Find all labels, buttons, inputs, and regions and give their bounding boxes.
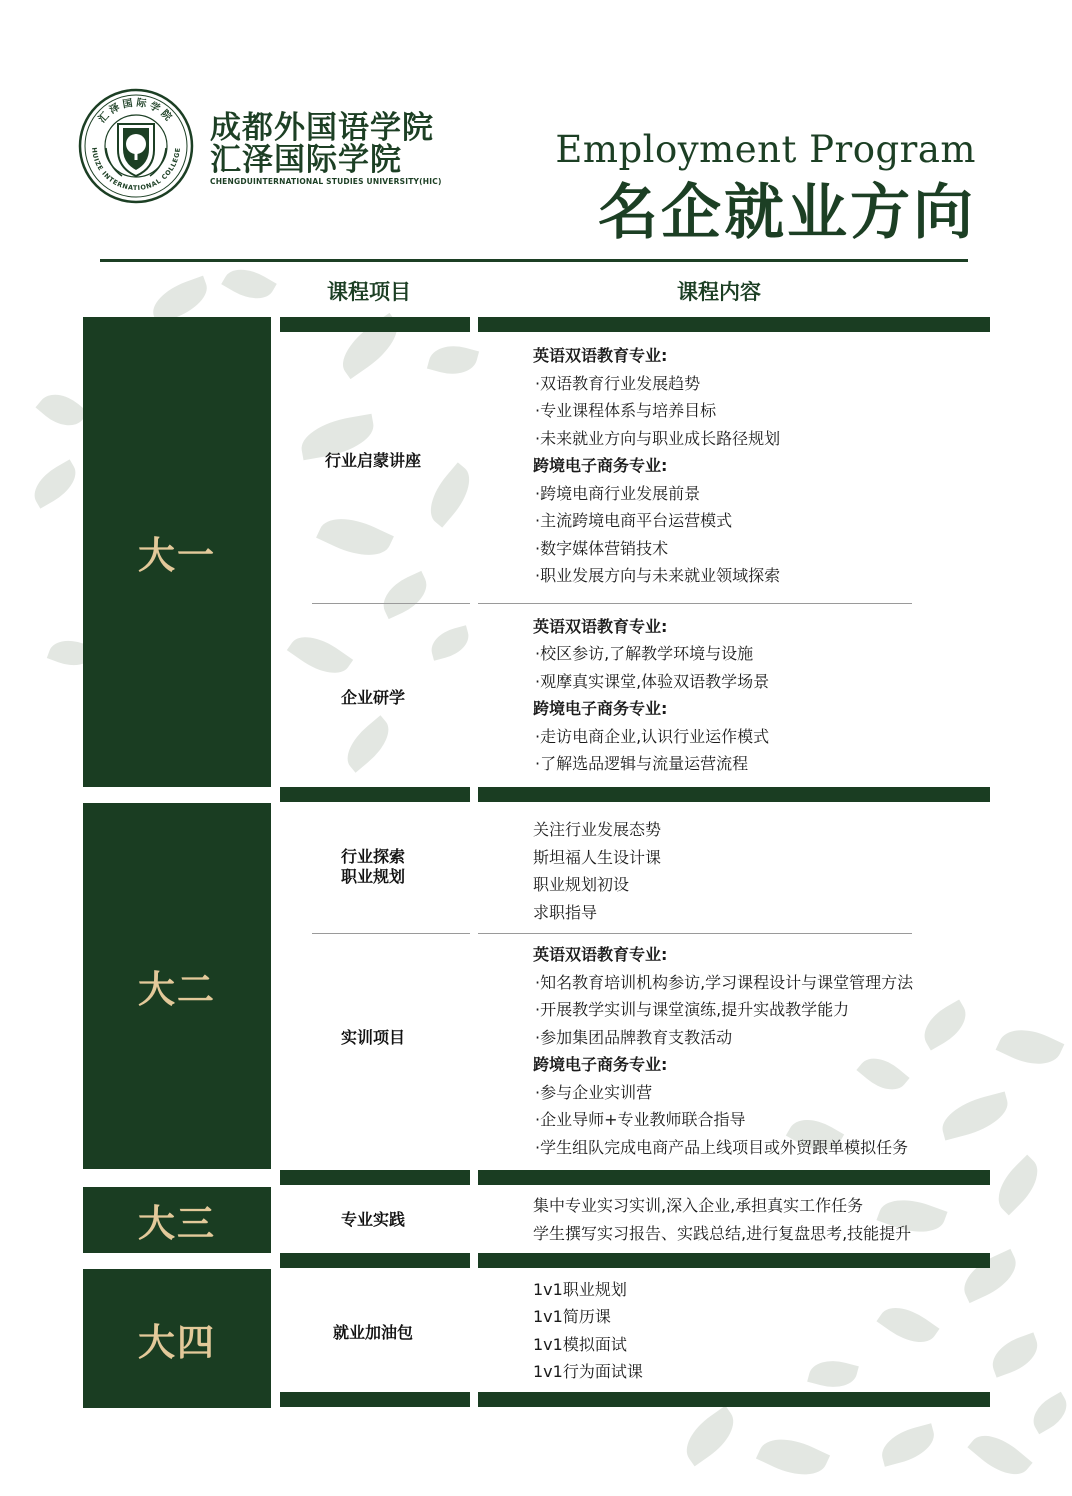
item-label (290, 847, 456, 887)
item-label (290, 1210, 456, 1230)
college-seal-icon (78, 88, 194, 204)
item-label (290, 1028, 456, 1048)
content-line: ·未来就业方向与职业成长路径规划 (535, 429, 781, 448)
content-line: ·走访电商企业,认识行业运作模式 (535, 727, 770, 746)
content-line: 职业规划初设 (533, 875, 630, 894)
content-line: 1v1简历课 (533, 1307, 611, 1326)
leaf-icon (26, 459, 83, 508)
item-label-line: 就业加油包 (332, 1323, 413, 1342)
leaf-icon (756, 1428, 830, 1487)
leaf-icon (376, 571, 434, 619)
leaf-icon (676, 1406, 744, 1467)
content-subheading: 跨境电子商务专业: (533, 456, 668, 475)
content-line: ·开展教学实训与课堂演练,提升实战教学能力 (535, 1000, 850, 1019)
content-line: ·企业导师+专业教师联合指导 (535, 1110, 746, 1129)
leaf-icon (221, 260, 277, 308)
separator-bar (280, 317, 470, 332)
school-name-en: CHENGDUINTERNATIONAL STUDIES UNIVERSITY(HIC) (210, 177, 442, 186)
item-label-line: 行业启蒙讲座 (324, 451, 421, 470)
svg-text:HUIZE INTERNATIONAL COLLEGE: HUIZE INTERNATIONAL COLLEGE (89, 146, 183, 193)
year-block-3 (83, 1187, 271, 1253)
year-label: 大一 (138, 534, 216, 577)
item-label (290, 1323, 456, 1343)
leaf-icon (338, 715, 399, 772)
separator-bar (478, 1392, 990, 1407)
school-name-cn-1: 成都外国语学院 (210, 110, 434, 146)
content-subheading: 跨境电子商务专业: (533, 699, 668, 718)
item-label-line: 职业规划 (340, 867, 405, 886)
year-label: 大四 (138, 1320, 216, 1364)
divider (478, 933, 912, 934)
leaf-icon (916, 1000, 974, 1051)
year-block-1 (83, 317, 271, 787)
leaf-icon (287, 626, 353, 685)
column-header-item: 课程项目 (327, 280, 411, 304)
year-block-2 (83, 803, 271, 1169)
year-label: 大二 (138, 968, 216, 1011)
item-label-line: 企业研学 (340, 688, 405, 707)
content-subheading: 跨境电子商务专业: (533, 1055, 668, 1074)
page-title: 名企就业方向 (598, 178, 976, 248)
svg-text:汇泽国际学院: 汇泽国际学院 (96, 97, 176, 126)
content-line: ·数字媒体营销技术 (535, 539, 669, 558)
school-name-cn-2: 汇泽国际学院 (210, 142, 402, 178)
content-line: 斯坦福人生设计课 (533, 848, 662, 867)
leaf-icon (427, 625, 472, 660)
item-label (290, 688, 456, 708)
separator-bar (280, 1170, 470, 1185)
leaf-icon (937, 1091, 1013, 1140)
separator-bar (280, 1392, 470, 1407)
separator-bar (478, 1170, 990, 1185)
content-subheading: 英语双语教育专业: (533, 945, 668, 964)
leaf-icon (876, 1297, 939, 1354)
leaf-icon (1026, 1392, 1072, 1435)
leaf-icon (807, 1355, 859, 1394)
content-line: 关注行业发展态势 (533, 820, 662, 839)
content-line: 集中专业实习实训,深入企业,承担真实工作任务 (533, 1196, 864, 1215)
column-header-content: 课程内容 (677, 280, 761, 304)
leaf-icon (856, 1048, 909, 1099)
content-line: ·了解选品逻辑与流量运营流程 (535, 754, 749, 773)
divider (478, 603, 912, 604)
content-line: ·跨境电商行业发展前景 (535, 484, 701, 503)
separator-bar (478, 317, 990, 332)
item-label-line: 专业实践 (340, 1210, 405, 1229)
content-line: ·参加集团品牌教育支教活动 (535, 1028, 733, 1047)
item-label-line: 实训项目 (340, 1028, 405, 1047)
content-subheading: 英语双语教育专业: (533, 346, 668, 365)
content-line: ·双语教育行业发展趋势 (535, 374, 701, 393)
content-line: 求职指导 (533, 903, 598, 922)
separator-bar (478, 787, 990, 802)
item-label-line: 行业探索 (340, 847, 405, 866)
content-line: ·专业课程体系与培养目标 (535, 401, 717, 420)
divider (312, 933, 470, 934)
year-label: 大三 (138, 1202, 216, 1245)
content-line: 学生撰写实习报告、实践总结,进行复盘思考,技能提升 (533, 1224, 912, 1243)
content-line: ·知名教育培训机构参访,学习课程设计与课堂管理方法 (535, 973, 914, 992)
year-block-4 (83, 1269, 271, 1408)
leaf-icon (986, 1332, 1043, 1377)
item-label (290, 451, 456, 471)
separator-bar (478, 1253, 990, 1268)
separator-bar (280, 1253, 470, 1268)
title-en: Employment Program (555, 128, 976, 171)
content-subheading: 英语双语教育专业: (533, 617, 668, 636)
leaf-icon (419, 462, 481, 527)
content-line: 1v1行为面试课 (533, 1362, 643, 1381)
content-line: ·学生组队完成电商产品上线项目或外贸跟单模拟任务 (535, 1138, 909, 1157)
content-line: ·观摩真实课堂,体验双语教学场景 (535, 672, 770, 691)
leaf-icon (316, 507, 394, 567)
content-line: ·参与企业实训营 (535, 1083, 653, 1102)
leaf-icon (996, 1019, 1065, 1075)
leaf-icon (988, 1155, 1049, 1216)
leaf-icon (427, 340, 479, 381)
divider (312, 603, 470, 604)
leaf-icon (877, 1423, 939, 1466)
content-line: 1v1职业规划 (533, 1280, 627, 1299)
content-line: ·主流跨境电商平台运营模式 (535, 511, 733, 530)
leaf-icon (36, 384, 89, 435)
leaf-icon (967, 1424, 1032, 1486)
content-line: 1v1模拟面试 (533, 1335, 627, 1354)
content-line: ·职业发展方向与未来就业领域探索 (535, 566, 781, 585)
header-rule (100, 259, 968, 262)
separator-bar (280, 787, 470, 802)
content-line: ·校区参访,了解教学环境与设施 (535, 644, 754, 663)
